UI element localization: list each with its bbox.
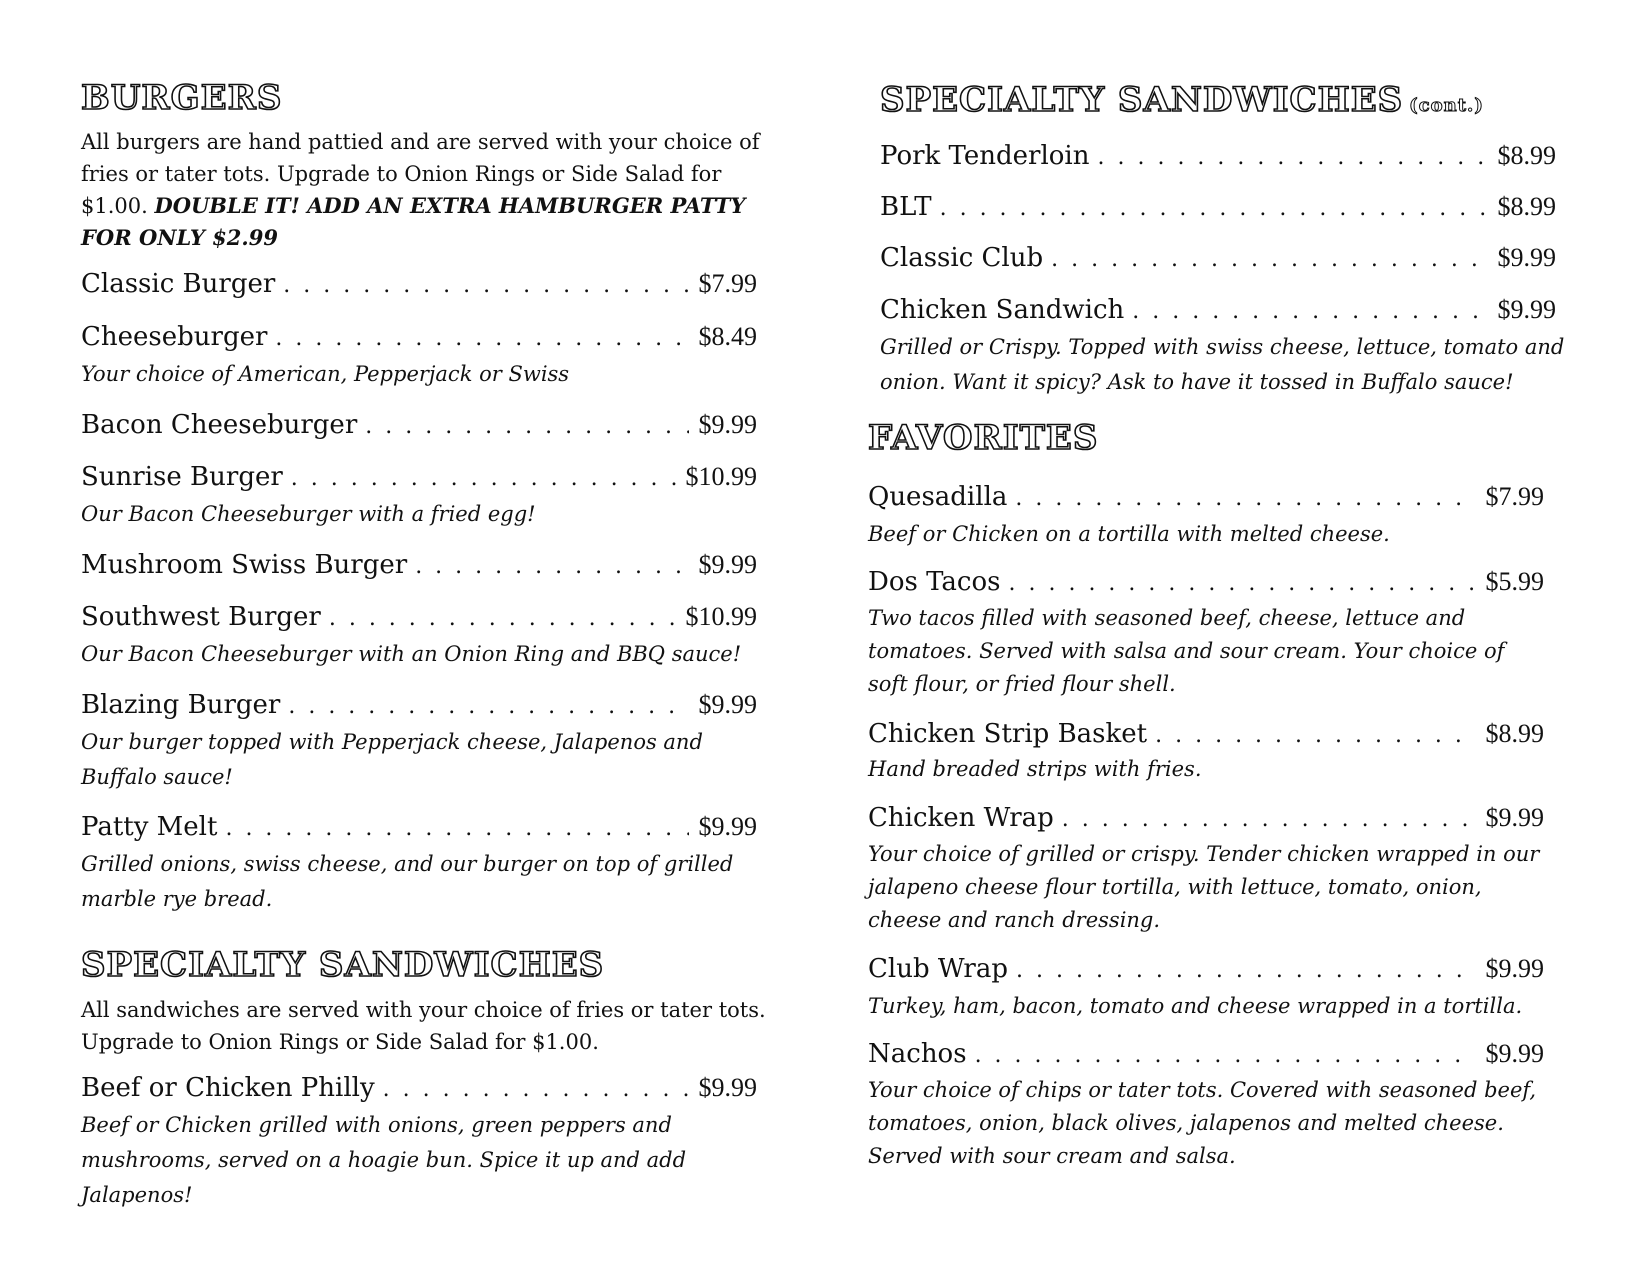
item-name: Blazing Burger: [81, 690, 281, 720]
item-name: Classic Burger: [81, 269, 276, 299]
item-description: Turkey, ham, bacon, tomato and cheese wrapped in a tortilla.: [868, 994, 1523, 1018]
item-name: Classic Club: [880, 243, 1044, 273]
menu-item-chicken-strip-basket: [868, 718, 1544, 752]
burgers-intro-text: All burgers are hand pattied and are served with your choice of fries or tater tots. Upgrade to Onion Rings or Side Salad for $1.00.: [81, 130, 760, 218]
item-description: Two tacos filled with seasoned beef, cheese, lettuce and tomatoes. Served with salsa and sour cream. Your choice of soft flour, or fried flour shell.: [868, 606, 1505, 696]
menu-item-mushroom-swiss-burger: [81, 549, 757, 583]
item-price: $10.99: [685, 602, 757, 631]
item-name: Pork Tenderloin: [880, 141, 1090, 171]
item-description: Grilled or Crispy. Topped with swiss cheese, lettuce, tomato and onion. Want it spicy? Ask to have it tossed in Buffalo sauce!: [880, 335, 1565, 394]
menu-item-classic-burger: [81, 268, 757, 302]
item-name: BLT: [880, 192, 932, 222]
item-price: $9.99: [698, 410, 757, 439]
item-price: $9.99: [1485, 1039, 1544, 1068]
menu-item-cheeseburger: [81, 321, 757, 355]
menu-item-blt: [880, 191, 1556, 225]
item-price: $8.99: [1497, 192, 1556, 221]
item-name: Chicken Strip Basket: [868, 719, 1148, 749]
leader-dots: [283, 270, 688, 302]
item-price: $8.99: [1497, 141, 1556, 170]
item-name: Beef or Chicken Philly: [81, 1073, 375, 1103]
item-price: $9.99: [1497, 295, 1556, 324]
item-price: $8.99: [1485, 719, 1544, 748]
menu-item-pork-tenderloin: [880, 140, 1556, 174]
item-description: Our burger topped with Pepperjack cheese, Jalapenos and Buffalo sauce!: [81, 730, 703, 789]
leader-dots: [365, 411, 688, 443]
leader-dots: [940, 193, 1488, 225]
item-price: $9.99: [1485, 954, 1544, 983]
item-name: Nachos: [868, 1039, 967, 1069]
item-price: $5.99: [1485, 567, 1544, 596]
leader-dots: [225, 813, 688, 845]
menu-item-chicken-wrap: [868, 802, 1544, 836]
leader-dots: [1155, 720, 1475, 752]
menu-item-philly: [81, 1072, 757, 1106]
item-description: Your choice of chips or tater tots. Covered with seasoned beef, tomatoes, onion, black olives, jalapenos and melted cheese. Served with sour cream and salsa.: [868, 1078, 1537, 1168]
item-name: Chicken Sandwich: [880, 295, 1125, 325]
leader-dots: [1051, 244, 1487, 276]
leader-dots: [1062, 804, 1476, 836]
leader-dots: [975, 1040, 1476, 1072]
leader-dots: [291, 463, 676, 495]
item-name: Southwest Burger: [81, 602, 321, 632]
specialty-cont-suffix: (cont.): [1409, 95, 1484, 116]
menu-item-classic-club: [880, 242, 1556, 276]
leader-dots: [1098, 142, 1488, 174]
item-price: $8.49: [698, 322, 757, 351]
menu-item-club-wrap: [868, 953, 1544, 987]
leader-dots: [288, 691, 688, 723]
item-description: Our Bacon Cheeseburger with a fried egg!: [81, 502, 536, 526]
burgers-intro: [81, 126, 781, 254]
item-name: Mushroom Swiss Burger: [81, 550, 408, 580]
item-description: Hand breaded strips with fries.: [868, 757, 1202, 781]
item-name: Bacon Cheeseburger: [81, 410, 358, 440]
item-price: $7.99: [698, 269, 757, 298]
item-price: $9.99: [698, 812, 757, 841]
leader-dots: [415, 551, 688, 583]
item-description: Our Bacon Cheeseburger with an Onion Ring and BBQ sauce!: [81, 642, 742, 666]
leader-dots: [275, 323, 688, 355]
favorites-heading: FAVORITES: [868, 418, 1099, 458]
leader-dots: [329, 603, 676, 635]
item-price: $10.99: [685, 462, 757, 491]
item-name: Sunrise Burger: [81, 462, 283, 492]
item-name: Chicken Wrap: [868, 803, 1054, 833]
item-name: Club Wrap: [868, 954, 1008, 984]
leader-dots: [383, 1074, 689, 1106]
menu-item-dos-tacos: [868, 566, 1544, 600]
item-name: Patty Melt: [81, 812, 218, 842]
menu-item-quesadilla: [868, 481, 1544, 515]
item-name: Quesadilla: [868, 482, 1008, 512]
item-price: $7.99: [1485, 482, 1544, 511]
specialty-cont-heading: [880, 80, 1484, 120]
item-price: $9.99: [1485, 803, 1544, 832]
leader-dots: [1132, 296, 1487, 328]
item-description: Beef or Chicken on a tortilla with melted cheese.: [868, 522, 1390, 546]
menu-item-southwest-burger: [81, 601, 757, 635]
item-description: Your choice of American, Pepperjack or Swiss: [81, 362, 570, 386]
specialty-intro: All sandwiches are served with your choice of fries or tater tots. Upgrade to Onion Rings or Side Salad for $1.00.: [81, 998, 766, 1054]
menu-item-sunrise-burger: [81, 461, 757, 495]
item-description: Beef or Chicken grilled with onions, green peppers and mushrooms, served on a hoagie bun. Spice it up and add Jalapenos!: [81, 1113, 687, 1207]
leader-dots: [1016, 955, 1476, 987]
burgers-heading: BURGERS: [81, 78, 283, 118]
item-description: Grilled onions, swiss cheese, and our burger on top of grilled marble rye bread.: [81, 852, 734, 911]
menu-item-patty-melt: [81, 811, 757, 845]
item-name: Dos Tacos: [868, 567, 1001, 597]
menu-item-blazing-burger: [81, 689, 757, 723]
item-price: $9.99: [698, 690, 757, 719]
item-price: $9.99: [698, 1073, 757, 1102]
menu-item-nachos: [868, 1038, 1544, 1072]
leader-dots: [1015, 483, 1475, 515]
menu-item-bacon-cheeseburger: [81, 409, 757, 443]
leader-dots: [1009, 568, 1476, 600]
menu-item-chicken-sandwich: [880, 294, 1556, 328]
item-description: Your choice of grilled or crispy. Tender chicken wrapped in our jalapeno cheese flour tortilla, with lettuce, tomato, onion, cheese and ranch dressing.: [868, 842, 1540, 932]
specialty-heading: SPECIALTY SANDWICHES: [81, 945, 605, 985]
item-price: $9.99: [1497, 243, 1556, 272]
specialty-cont-title: SPECIALTY SANDWICHES: [880, 80, 1404, 120]
burgers-intro-emphasis: DOUBLE IT! ADD AN EXTRA HAMBURGER PATTY FOR ONLY $2.99: [81, 193, 746, 250]
item-price: $9.99: [698, 550, 757, 579]
item-name: Cheeseburger: [81, 322, 268, 352]
